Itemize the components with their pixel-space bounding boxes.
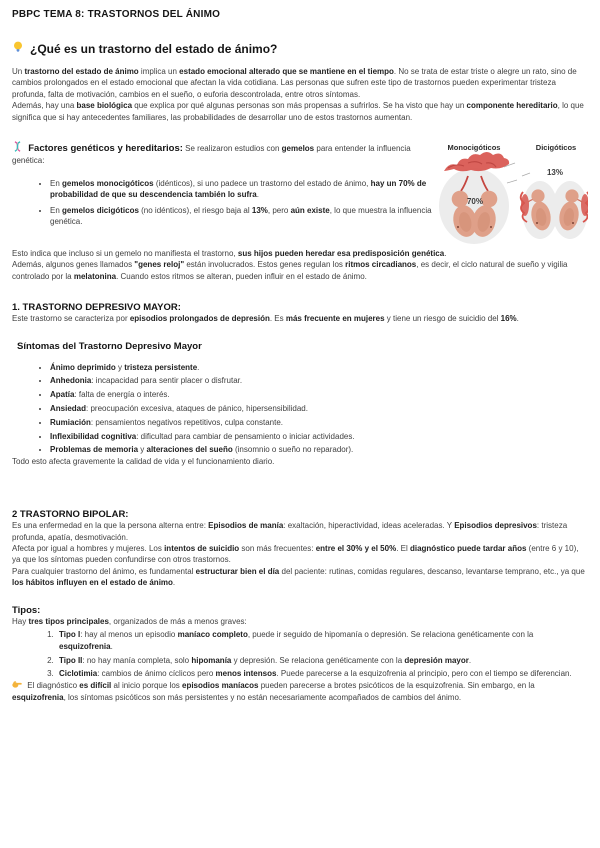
list-item: • Ansiedad: preocupación excesiva, ataques de pánico, hipersensibilidad.	[50, 403, 588, 414]
types-heading: Tipos:	[12, 604, 41, 616]
list-item: • Problemas de memoria y alteraciones del sueño (insomnio o sueño no reparador).	[50, 444, 588, 455]
list-item: • En gemelos monocigóticos (idénticos), si uno padece un trastorno del estado de ánimo, hay un 70% de probabilidad de que su descendencia también lo sufra.	[50, 178, 438, 201]
list-item: • Anhedonia: incapacidad para sentir placer o disfrutar.	[50, 375, 588, 386]
list-item: • Apatía: falta de energía o interés.	[50, 389, 588, 400]
types-intro: Hay tres tipos principales, organizados de más a menos graves:	[12, 616, 247, 626]
list-item: 2. Tipo II: no hay manía completa, solo hipomanía y depresión. Se relaciona genéticamente con la depresión mayor.	[56, 655, 588, 666]
monozygotic-percentage: 70%	[466, 196, 484, 206]
genetics-conclusion: Esto indica que incluso si un gemelo no manifiesta el trastorno, sus hijos pueden heredar esa predisposición genética.	[12, 248, 447, 258]
depressive-heading: 1. TRASTORNO DEPRESIVO MAYOR:	[12, 302, 181, 314]
intro-heading-text: ¿Qué es un trastorno del estado de ánimo?	[30, 41, 278, 56]
symptoms-list	[12, 362, 588, 456]
page-title: PBPC TEMA 8: TRASTORNOS DEL ÁNIMO	[12, 9, 221, 20]
list-item: • Ánimo deprimido y tristeza persistente.	[50, 362, 588, 373]
genetics-text-column	[12, 141, 438, 248]
list-item: • Rumiación: pensamientos negativos repetitivos, culpa constante.	[50, 417, 588, 428]
list-item: • Inflexibilidad cognitiva: dificultad para cambiar de pensamiento o iniciar actividades.	[50, 431, 588, 442]
genetics-heading-text: Factores genéticos y hereditarios: Se realizaron estudios con gemelos para entender la influencia genética:	[12, 142, 411, 166]
clock-genes-paragraph: Además, algunos genes llamados "genes reloj" están involucrados. Estos genes regulan los ritmos circadianos, es decir, el ciclo natural de sueño y vigilia controlado por la melatonina. Cuando estos ritmos se alteran, pueden influir en el estado de ánimo.	[12, 260, 568, 281]
list-item: 1. Tipo I: hay al menos un episodio maníaco completo, puede ir seguido de hipomanía o depresión. Se relaciona genéticamente con la esquizofrenia.	[56, 629, 588, 652]
bipolar-heading: 2 TRASTORNO BIPOLAR:	[12, 509, 129, 521]
dizygotic-twins-illustration	[521, 168, 588, 239]
twins-genetics-figure	[438, 141, 588, 248]
pointing-hand-icon	[12, 682, 24, 691]
bipolar-paragraph-3: Para cualquier trastorno del ánimo, es fundamental estructurar bien el día del paciente: rutinas, comidas regulares, descanso, levantarse temprano, etc., ya que los hábitos influyen en el estado de ánimo.	[12, 566, 585, 588]
intro-paragraph-1: Un trastorno del estado de ánimo implica un estado emocional alterado que se mantiene en el tiempo. No se trata de estar triste o alegre un rato, sino de cambios prolongados en el estado emocional que afectan la vida cotidiana. Las personas que sufren este tipo de trastornos pueden experimentar tristeza profunda, falta de motivación, cambios en el sueño, o euforia descontrolada, entre otros síntomas.	[12, 66, 577, 99]
dna-icon	[12, 145, 25, 154]
monozygotic-label: Monocigóticos	[447, 142, 501, 152]
types-list	[12, 629, 588, 679]
dizygotic-percentage: 13%	[546, 167, 564, 177]
genetics-bullet-list	[12, 178, 438, 228]
monozygotic-twins-illustration	[439, 152, 517, 244]
depressive-intro: Este trastorno se caracteriza por episodios prolongados de depresión. Es más frecuente en mujeres y tiene un riesgo de suicidio del 16%.	[12, 314, 519, 324]
bipolar-paragraph-1: Es una enfermedad en la que la persona alterna entre: Episodios de manía: exaltación, hiperactividad, ideas aceleradas. Y Episodios depresivos: tristeza profunda, apatía, desmotivación.	[12, 521, 568, 542]
genetics-heading	[12, 141, 438, 167]
diagnosis-paragraph	[12, 680, 588, 704]
diagnosis-text: El diagnóstico es difícil al inicio porque los episodios maníacos pueden parecerse a brotes psicóticos de la esquizofrenia. Sin embargo, en la esquizofrenia, los síntomas psicóticos son más persistentes y no están necesariamente acompañados de cambios del ánimo.	[12, 680, 535, 703]
dizygotic-label: Dicigóticos	[535, 142, 577, 152]
list-item: • En gemelos dicigóticos (no idénticos), el riesgo baja al 13%, pero aún existe, lo que muestra la influencia genética.	[50, 205, 438, 228]
intro-paragraph-2: Además, hay una base biológica que explica por qué algunas personas son más propensas a sufrirlos. Se ha visto que hay un componente hereditario, lo que significa que si hay antecedentes familiares, las probabilidades de desarrollar uno de estos trastornos aumentan.	[12, 101, 584, 122]
lightbulb-icon	[12, 41, 24, 56]
genetics-section	[12, 141, 588, 248]
list-item: 3. Ciclotimia: cambios de ánimo cíclicos pero menos intensos. Puede parecerse a la esquizofrenia al principio, pero con el tiempo se diferencian.	[56, 668, 588, 679]
bipolar-paragraph-2: Afecta por igual a hombres y mujeres. Los intentos de suicidio son más frecuentes: entre el 30% y el 50%. El diagnóstico puede tardar años (entre 6 y 10), ya que los síntomas pueden confundirse con otros trastornos.	[12, 544, 579, 565]
intro-heading	[12, 41, 588, 56]
symptoms-heading: Síntomas del Trastorno Depresivo Mayor	[17, 340, 202, 352]
depressive-closing: Todo esto afecta gravemente la calidad de vida y el funcionamiento diario.	[12, 456, 275, 466]
